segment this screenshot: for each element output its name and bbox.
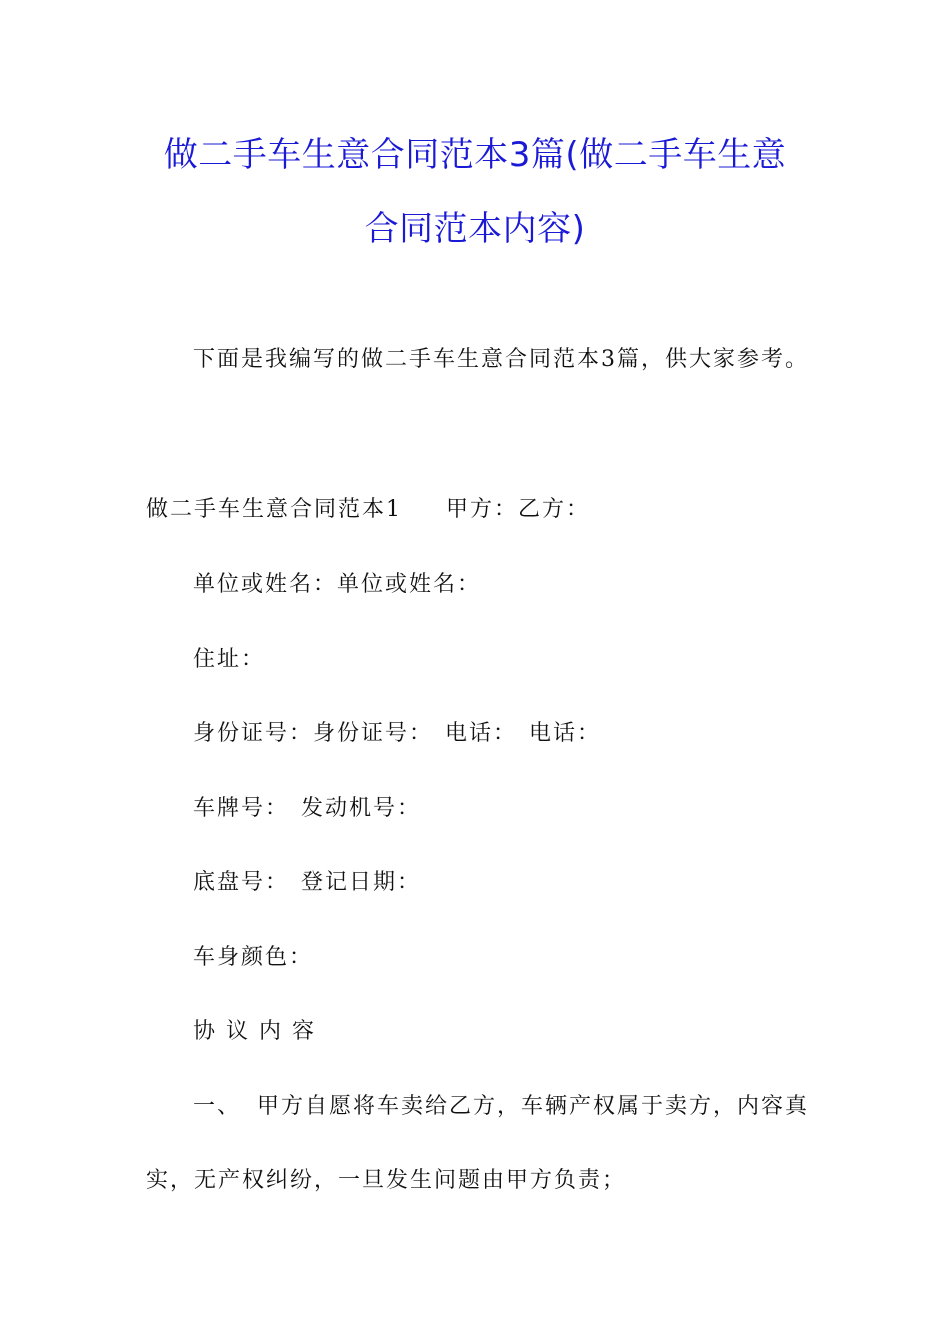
chassis-date-line [193,868,421,898]
agreement-heading: 协 议 内 容 [193,1019,316,1044]
chassis-number-label: 底盘号： [193,870,290,895]
phone-label-b: 电话： [529,721,602,746]
clause-1-line-1 [193,1092,809,1122]
id-number-label: 身份证号：身份证号： [193,721,434,746]
intro-paragraph: 下面是我编写的做二手车生意合同范本3篇，供大家参考。 [193,347,809,372]
clause-1-line-2: 实，无产权纠纷，一旦发生问题由甲方负责； [146,1168,627,1193]
plate-number-label: 车牌号： [193,796,290,821]
plate-engine-line [193,794,421,824]
clause-1-text: 甲方自愿将车卖给乙方，车辆产权属于卖方，内容真 [257,1094,810,1119]
section-1-heading-line [146,495,590,525]
unit-or-name-line: 单位或姓名：单位或姓名： [193,572,482,597]
body-color-line: 车身颜色： [193,945,314,970]
section-1-parties: 甲方：乙方： [446,497,591,522]
clause-1-number: 一、 [193,1094,242,1119]
id-phone-line [193,719,601,749]
phone-label-a: 电话： [445,721,518,746]
section-1-heading: 做二手车生意合同范本1 [146,497,402,522]
document-title-line-2: 合同范本内容) [364,209,586,249]
engine-number-label: 发动机号： [301,796,422,821]
document-title-line-1: 做二手车生意合同范本3篇(做二手车生意 [163,135,787,175]
registration-date-label: 登记日期： [301,870,422,895]
address-line: 住址： [193,647,266,672]
